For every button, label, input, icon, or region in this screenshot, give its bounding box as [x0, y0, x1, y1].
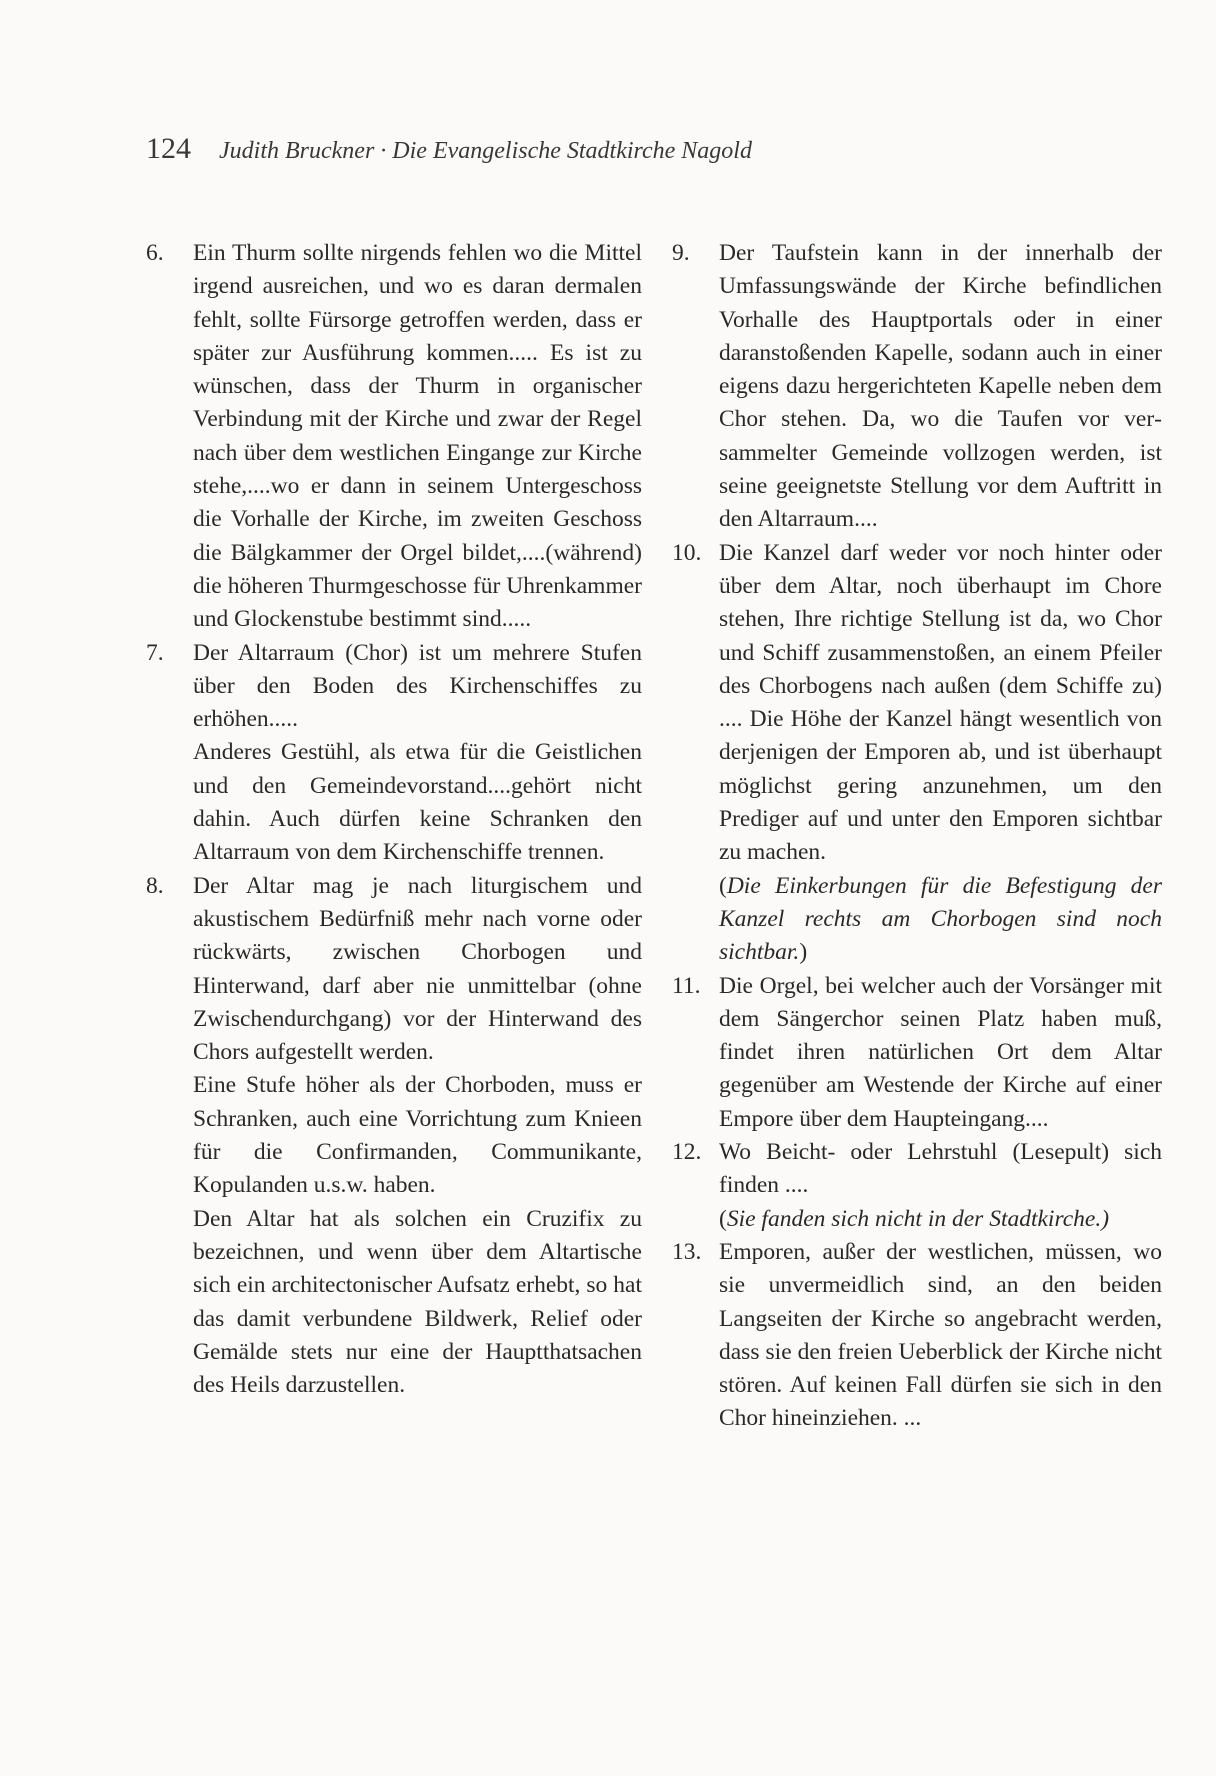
list-item-12 [672, 1136, 1162, 1236]
right-column [672, 237, 1162, 1436]
page-number: 124 [146, 132, 191, 165]
note-open-paren: ( [719, 872, 727, 899]
item-text: Der Taufstein kann in der innerhalb der Umfassungswände der Kirche befindlichen Vorhalle des Hauptportals oder in einer daranstoßenden Kapelle, sodann auch in einer eigens dazu hergerichteten Kapelle neben dem Chor stehen. Da, wo die Taufen vor versammelter Gemeinde vollzogen werden, ist seine geeignetste Stellung vor dem Auftritt in den Altarraum.... [719, 240, 1162, 533]
item-text: Den Altar hat als solchen ein Cruzifix zu bezeichnen, und wenn über dem Altartische sich ein architectonischer Aufsatz erhebt, so hat das damit verbundene Bildwerk, Relief oder Gemälde stets nur eine der Hauptthatsachen des Heils darzustellen. [193, 1205, 642, 1399]
note-text: Die Einkerbungen für die Befestigung der Kanzel rechts am Chorbogen sind noch sichtbar. [719, 872, 1162, 966]
page-header [146, 132, 752, 166]
left-column [146, 237, 642, 1402]
item-number: 8. [146, 872, 164, 899]
note-close-paren: ) [799, 939, 808, 966]
item-text: Der Altarraum (Chor) ist um mehrere Stufen über den Boden des Kirchenschiffes zu erhöhen..... [193, 639, 642, 733]
list-item-7 [146, 637, 642, 870]
item-number: 6. [146, 240, 164, 266]
editorial-note [719, 1203, 1162, 1236]
item-number: 9. [672, 240, 690, 266]
item-text: Wo Beicht- oder Lehrstuhl (Lesepult) sich finden .... [719, 1139, 1162, 1199]
item-text: Die Orgel, bei welcher auch der Vorsänger mit dem Sängerchor seinen Platz haben muß, findet ihren natürlichen Ort dem Altar gegenüber am Westende der Kirche auf einer Empore über dem Haupteingang.... [719, 972, 1162, 1132]
item-number: 12. [672, 1139, 702, 1166]
item-text: Die Kanzel darf weder vor noch hinter oder über dem Altar, noch überhaupt im Chore stehen, Ihre richtige Stellung ist da, wo Chor und Schiff zusammenstoßen, an einem Pfeiler des Chorbogens nach außen (dem Schiffe zu) .... Die Höhe der Kanzel hängt wesentlich von derjenigen der Emporen ab, und ist überhaupt möglichst gering anzunehmen, um den Prediger auf und unter den Emporen sichtbar zu machen. [719, 539, 1162, 866]
list-item-13 [672, 1236, 1162, 1436]
item-text: Anderes Gestühl, als etwa für die Geistlichen und den Gemeindevorstand....gehört nicht dahin. Auch dürfen keine Schranken den Altarraum von dem Kirchenschiffe trennen. [193, 739, 642, 866]
item-number: 10. [672, 539, 702, 566]
list-item-10 [672, 537, 1162, 970]
item-number: 13. [672, 1238, 702, 1265]
editorial-note [719, 870, 1162, 970]
list-item-8 [146, 870, 642, 1403]
item-number: 11. [672, 972, 701, 999]
item-number: 7. [146, 639, 164, 666]
list-item-9 [672, 237, 1162, 537]
item-text: Eine Stufe höher als der Chorboden, muss er Schranken, auch eine Vorrichtung zum Knieen für die Confirmanden, Communikante, Kopulanden u.s.w. haben. [193, 1072, 642, 1199]
list-item-11 [672, 970, 1162, 1136]
note-open-paren: ( [719, 1205, 727, 1232]
list-item-6 [146, 237, 642, 637]
running-head: Judith Bruckner · Die Evangelische Stadtkirche Nagold [219, 138, 752, 164]
note-text: Sie fanden sich nicht in der Stadtkirche.) [726, 1205, 1110, 1232]
item-text: Emporen, außer der westlichen, müssen, wo sie unvermeidlich sind, an den beiden Langseiten der Kirche so angebracht werden, dass sie den freien Ueberblick der Kirche nicht stören. Auf keinen Fall dürfen sie sich in den Chor hineinziehen. ... [719, 1238, 1162, 1432]
item-text: Ein Thurm sollte nirgends fehlen wo die Mittel irgend ausreichen, und wo es daran dermalen fehlt, sollte Fürsorge getroffen werden, dass er später zur Ausführung kommen..... Es ist zu wünschen, dass der Thurm in organischer Verbindung mit der Kirche und zwar der Regel nach über dem westlichen Eingange zur Kirche stehe,....wo er dann in seinem Untergeschoss die Vorhalle der Kirche, im zweiten Geschoss die Bälgkammer der Orgel bildet,....(während) die höheren Thurmgeschosse für Uhrenkammer und Glockenstube bestimmt sind..... [193, 240, 642, 633]
item-text: Der Altar mag je nach liturgischem und akustischem Bedürfniß mehr nach vorne oder rückwärts, zwischen Chorbogen und Hinterwand, darf aber nie unmittelbar (ohne Zwischendurchgang) vor der Hinterwand des Chors aufgestellt werden. [193, 872, 642, 1066]
